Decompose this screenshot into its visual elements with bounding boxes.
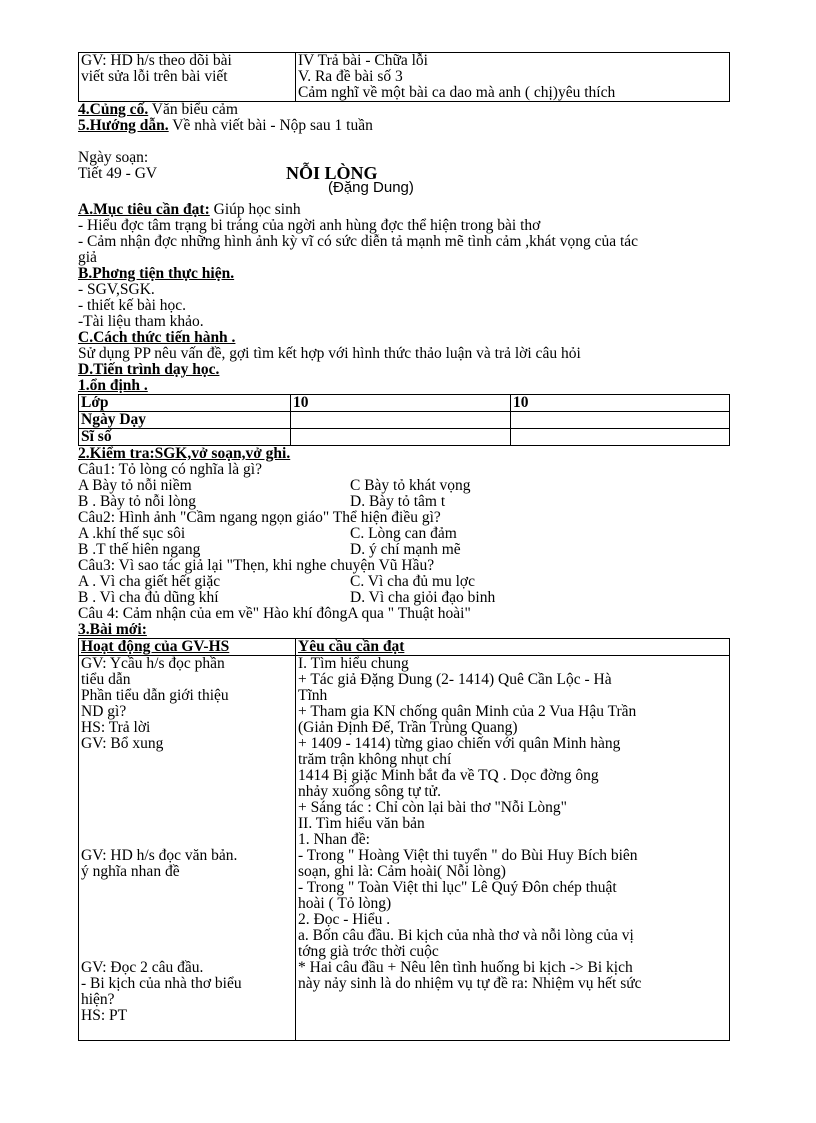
tiet: Tiết 49 - GV — [78, 165, 158, 182]
huong-dan-label: 5.Hướng dẫn. — [78, 117, 169, 134]
text-line: 2. Đọc - Hiểu . — [298, 911, 391, 928]
answer-row — [78, 494, 778, 510]
text-line — [81, 928, 293, 944]
text-line: Cảm nghĩ về một bài ca dao mà anh ( chị)yêu thích — [298, 84, 616, 101]
text-line — [81, 880, 293, 896]
table-cell: Lớp — [79, 395, 291, 412]
table-cell — [291, 412, 511, 429]
table-cell — [511, 412, 730, 429]
table-cell: 10 — [511, 395, 730, 412]
lesson-title: NỖI LÒNG — [286, 163, 378, 183]
class-table — [78, 394, 730, 446]
text-line: GV: Đọc 2 câu đầu. — [81, 959, 204, 976]
text-line: IV Trả bài - Chữa lỗi — [298, 52, 428, 69]
table-cell: Sĩ số — [79, 429, 291, 446]
section-d-label: D.Tiến trình dạy học. — [78, 361, 220, 378]
table-header-row — [79, 639, 730, 656]
answer: C. Lòng can đảm — [350, 525, 457, 542]
text-line — [81, 896, 293, 912]
text-line: viết sửa lỗi trên bài viết — [81, 68, 228, 85]
text-line: Sử dụng PP nêu vấn đề, gợi tìm kết hợp với hình thức thảo luận và trả lời câu hỏi — [78, 345, 581, 362]
text-line: trăm trận không nhụt chí — [298, 751, 452, 768]
text-line: I. Tìm hiểu chung — [298, 655, 409, 672]
answer: C. Vì cha đủ mu lợc — [350, 573, 476, 590]
text-line: V. Ra đề bài số 3 — [298, 68, 403, 85]
cung-co — [78, 102, 778, 118]
top-table — [78, 52, 730, 102]
text-line: soạn, ghi là: Cảm hoài( Nỗi lòng) — [298, 863, 506, 880]
top-table-left — [79, 53, 296, 102]
text-line: này nảy sinh là do nhiệm vụ tự đề ra: Nhiệm vụ hết sức — [298, 975, 642, 992]
answer: D. ý chí mạnh mẽ — [350, 541, 461, 558]
text-line: ý nghĩa nhan đề — [81, 863, 180, 880]
text-line: hiện? — [81, 991, 115, 1008]
text-line: - Trong " Hoàng Việt thi tuyển " do Bùi Huy Bích biên — [298, 847, 638, 864]
table-cell — [291, 429, 511, 446]
on-dinh-label: 1.ổn định . — [78, 377, 148, 394]
answer-row — [78, 574, 778, 590]
table-row — [79, 656, 730, 1041]
text-line: Phần tiểu dẫn giới thiệu — [81, 687, 229, 704]
table-cell: Ngày Dạy — [79, 412, 291, 429]
question: Câu3: Vì sao tác giả lại "Thẹn, khi nghe chuyện Vũ Hầu? — [78, 557, 435, 574]
text-line — [81, 816, 293, 832]
answer: B . Vì cha đủ dũng khí — [78, 589, 219, 606]
answer: D. Vì cha giỏi đạo binh — [350, 589, 496, 606]
text-line: II. Tìm hiểu văn bản — [298, 815, 425, 832]
table-row — [79, 429, 730, 446]
answer-row — [78, 526, 778, 542]
text-line — [81, 912, 293, 928]
text-line: nhảy xuống sông tự tử. — [298, 783, 441, 800]
text-line: + Sáng tác : Chỉ còn lại bài thơ "Nỗi Lòng" — [298, 799, 567, 816]
answer: A .khí thế sục sôi — [78, 525, 186, 542]
cung-co-text: Văn biểu cảm — [148, 101, 238, 118]
answer: D. Bày tỏ tâm t — [350, 493, 446, 510]
text-line: GV: HD h/s theo dõi bài — [81, 52, 232, 69]
text-line: tiểu dẫn — [81, 671, 131, 688]
lesson-author: (Đặng Dung) — [328, 179, 414, 196]
table-row — [79, 412, 730, 429]
section-a — [78, 202, 778, 218]
text-line: hoài ( Tỏ lòng) — [298, 895, 392, 912]
text-line: + Tham gia KN chống quân Minh của 2 Vua Hậu Trần — [298, 703, 637, 720]
header-cell-requirement: Yêu cầu cần đạt — [296, 639, 730, 656]
text-line: - Trong " Toàn Việt thi lục" Lê Quý Đôn chép thuật — [298, 879, 617, 896]
text-line: (Giản Định Đế, Trần Trùng Quang) — [298, 719, 518, 736]
huong-dan-text: Về nhà viết bài - Nộp sau 1 tuần — [168, 117, 373, 134]
text-line — [81, 832, 293, 848]
answer-row — [78, 478, 778, 494]
document-page — [78, 52, 778, 1041]
text-line: - thiết kế bài học. — [78, 297, 187, 314]
question: Câu1: Tỏ lòng có nghĩa là gì? — [78, 461, 262, 478]
text-line — [81, 768, 293, 784]
question: Câu2: Hình ảnh "Cầm ngang ngọn giáo" Thể hiện điều gì? — [78, 509, 441, 526]
kiem-tra-label: 2.Kiểm tra:SGK,vở soạn,vở ghi. — [78, 445, 291, 462]
ngay-soan: Ngày soạn: — [78, 149, 149, 166]
answer: C Bày tỏ khát vọng — [350, 477, 471, 494]
text-line: GV: Ycầu h/s đọc phần — [81, 655, 225, 672]
text-line: 1. Nhan đề: — [298, 831, 370, 848]
text-line: giả — [78, 249, 97, 266]
answer-row — [78, 542, 778, 558]
cung-co-label: 4.Củng cố. — [78, 101, 149, 118]
answer: B . Bày tỏ nỗi lòng — [78, 493, 196, 510]
table-cell — [511, 429, 730, 446]
text-line: - Bi kịch của nhà thơ biểu — [81, 975, 242, 992]
huong-dan — [78, 118, 778, 134]
answer: A . Vì cha giết hết giặc — [78, 573, 221, 590]
text-line — [81, 784, 293, 800]
text-line: - Cảm nhận đợc những hình ảnh kỳ vĩ có sức diễn tả mạnh mẽ tình cảm ,khát vọng của tác — [78, 233, 639, 250]
text-line: tớng già trớc thời cuộc — [298, 943, 439, 960]
text-line — [81, 800, 293, 816]
text-line: + Tác giả Đặng Dung (2- 1414) Quê Cần Lộc - Hà — [298, 671, 612, 688]
text-line: 1414 Bị giặc Minh bắt đa về TQ . Dọc đờng ông — [298, 767, 599, 784]
text-line: * Hai câu đầu + Nêu lên tình huống bi kịch -> Bi kịch — [298, 959, 633, 976]
text-line: a. Bốn câu đầu. Bi kịch của nhà thơ và nỗi lòng của vị — [298, 927, 634, 944]
activity-cell — [79, 656, 296, 1041]
text-line: Tĩnh — [298, 687, 328, 704]
table-cell: 10 — [291, 395, 511, 412]
section-a-text: Giúp học sinh — [209, 201, 301, 218]
text-line: - Hiểu đợc tâm trạng bi tráng của ngời anh hùng đợc thể hiện trong bài thơ — [78, 217, 541, 234]
question: Câu 4: Cảm nhận của em về" Hào khí đôngA qua " Thuật hoài" — [78, 605, 471, 622]
text-line — [81, 944, 293, 960]
text-line: HS: PT — [81, 1007, 128, 1024]
lesson-table — [78, 638, 730, 1041]
text-line — [81, 752, 293, 768]
text-line: GV: HD h/s đọc văn bản. — [81, 847, 238, 864]
header-cell-activity: Hoạt động của GV-HS — [79, 639, 296, 656]
text-line: ND gì? — [81, 703, 127, 720]
text-line: HS: Trả lời — [81, 719, 151, 736]
text-line: -Tài liệu tham khảo. — [78, 313, 204, 330]
text-line: GV: Bổ xung — [81, 735, 164, 752]
text-line — [81, 1024, 293, 1040]
answer: B .T thế hiên ngang — [78, 541, 201, 558]
table-row — [79, 395, 730, 412]
text-line: + 1409 - 1414) từng giao chiến với quân Minh hàng — [298, 735, 621, 752]
top-table-right — [296, 53, 730, 102]
section-a-label: A.Mục tiêu cần đạt: — [78, 201, 210, 218]
requirement-cell — [296, 656, 730, 1041]
bai-moi-label: 3.Bài mới: — [78, 621, 147, 638]
section-c-label: C.Cách thức tiến hành . — [78, 329, 236, 346]
text-line: - SGV,SGK. — [78, 281, 155, 298]
answer-row — [78, 590, 778, 606]
section-b-label: B.Phơng tiện thực hiện. — [78, 265, 235, 282]
answer: A Bày tỏ nỗi niềm — [78, 477, 192, 494]
